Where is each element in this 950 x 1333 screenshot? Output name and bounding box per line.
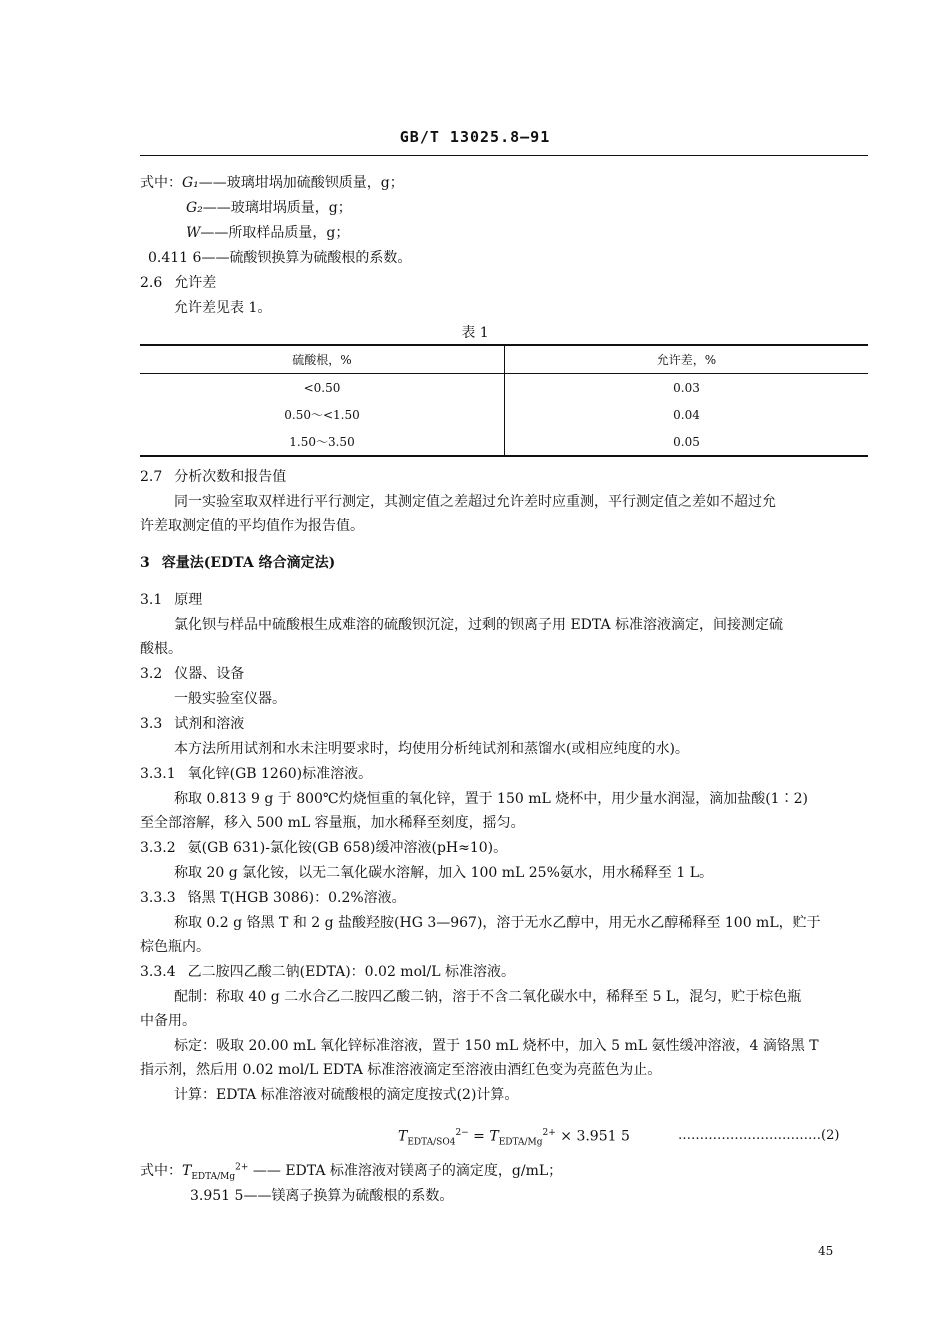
section-3-3-4-heading [140,961,515,981]
def-prefix: 式中： [140,175,182,191]
formula1-def-w [186,222,349,242]
section-3-3-1-heading [140,763,372,783]
paragraph-line: 指示剂，然后用 0.02 mol/L EDTA 标准溶液滴定至溶液由酒红色变为亮蓝色为止。 [140,1062,662,1078]
eq-operator: = [468,1128,490,1145]
section-title: 铬黑 T(HGB 3086)：0.2%溶液。 [187,890,406,906]
eq-rest: × 3.951 5 [555,1128,630,1145]
paragraph-line: 酸根。 [140,641,182,657]
eq-subscript: EDTA/SO [407,1137,450,1148]
def-desc: ——玻璃坩埚加硫酸钡质量，g； [198,175,404,191]
section-number: 3.3 [140,716,163,732]
paragraph-line: 同一实验室取双样进行平行测定，其测定值之差超过允许差时应重测，平行测定值之差如不超过允 [174,494,776,510]
def-symbol: G₁ [182,175,199,191]
table-cell: 0.04 [673,407,700,422]
section-number: 2.7 [140,469,163,485]
section-title: 分析次数和报告值 [174,469,287,485]
paragraph-line: 称取 0.813 9 g 于 800℃灼烧恒重的氧化锌，置于 150 mL 烧杯中，用少量水润湿，滴加盐酸(1∶2) [174,791,808,807]
eq-subscript: EDTA/Mg [498,1137,543,1148]
def-subscript: EDTA/Mg [191,1171,236,1182]
section-2-6-text: 允许差见表 1。 [174,300,272,316]
paragraph-line: 称取 20 g 氯化铵，以无二氧化碳水溶解，加入 100 mL 25%氨水，用水稀释至 1 L。 [174,865,713,881]
equation-2 [398,1128,630,1147]
section-title: 容量法(EDTA 络合滴定法) [161,555,336,571]
section-number: 3.2 [140,666,163,682]
section-3-1-heading [140,589,202,609]
paragraph-line: 本方法所用试剂和水未注明要求时，均使用分析纯试剂和蒸馏水(或相应纯度的水)。 [174,741,689,757]
table-cell: 0.50～<1.50 [140,401,505,428]
table-header-row [140,345,868,374]
section-title: 仪器、设备 [174,666,245,682]
table-row [140,428,868,456]
formula1-def-g2 [186,197,352,217]
table-caption: 表 1 [461,325,489,341]
table-header-cell: 硫酸根，% [140,345,505,374]
formula1-def-coef [148,247,411,267]
section-title: 原理 [174,592,203,608]
section-2-7-heading [140,466,286,486]
section-number: 3.1 [140,592,163,608]
section-2-6-heading [140,272,216,292]
def-superscript: 2+ [235,1162,249,1173]
eq-superscript: 2+ [542,1128,556,1138]
def-symbol: T [182,1163,192,1179]
paragraph-line: 至全部溶解，移入 500 mL 容量瓶，加水稀释至刻度，摇匀。 [140,815,525,831]
paragraph-line: 许差取测定值的平均值作为报告值。 [140,518,364,534]
paragraph-line: 中备用。 [140,1013,196,1029]
section-title: 试剂和溶液 [174,716,245,732]
def-prefix: 式中： [140,1163,182,1179]
section-number: 2.6 [140,275,163,291]
table-cell: 1.50～3.50 [140,428,505,456]
paragraph-line: 棕色瓶内。 [140,939,210,955]
header-rule [140,155,868,156]
section-number: 3.3.3 [140,890,176,906]
page-number: 45 [818,1244,834,1258]
formula1-def-g1 [140,172,404,192]
table-row [140,374,868,402]
equation-number: ……………………………(2) [678,1128,840,1143]
paragraph-line: 标定：吸取 20.00 mL 氧化锌标准溶液，置于 150 mL 烧杯中，加入 5 mL 氨性缓冲溶液，4 滴铬黑 T [174,1038,819,1054]
section-title: 乙二胺四乙酸二钠(EDTA)：0.02 mol/L 标准溶液。 [187,964,515,980]
paragraph-line: 计算：EDTA 标准溶液对硫酸根的滴定度按式(2)计算。 [174,1087,519,1103]
def-desc: ——所取样品质量，g； [200,225,350,241]
eq-symbol: T [489,1128,499,1145]
paragraph-line: 配制：称取 40 g 二水合乙二胺四乙酸二钠，溶于不含二氧化碳水中，稀释至 5 L，混匀，贮于棕色瓶 [174,989,802,1005]
tolerance-table [140,344,868,457]
formula2-def-t [140,1160,562,1182]
section-3-2-heading [140,663,244,683]
section-number: 3 [140,555,150,571]
section-title: 氧化锌(GB 1260)标准溶液。 [187,766,373,782]
table-header-cell: 允许差，% [656,353,717,367]
table-cell: 0.03 [673,380,700,395]
section-3-heading [140,552,335,572]
formula2-def-coef [190,1185,453,1205]
section-number: 3.3.2 [140,840,176,856]
eq-subscript: 4 [449,1137,456,1148]
paragraph-line: 一般实验室仪器。 [174,691,286,707]
section-number: 3.3.4 [140,964,176,980]
table-cell: 0.05 [673,434,700,449]
paragraph-line: 氯化钡与样品中硫酸根生成难溶的硫酸钡沉淀，过剩的钡离子用 EDTA 标准溶液滴定，间接测定硫 [174,617,784,633]
def-desc: ——玻璃坩埚质量，g； [202,200,352,216]
section-3-3-heading [140,713,244,733]
table-cell: <0.50 [140,374,505,402]
def-symbol: G₂ [186,200,203,216]
def-symbol: 3.951 5 [190,1188,244,1204]
paragraph-line: 称取 0.2 g 铬黑 T 和 2 g 盐酸羟胺(HG 3—967)，溶于无水乙醇中，用无水乙醇稀释至 100 mL，贮于 [174,915,821,931]
def-symbol: 0.411 6 [148,250,202,266]
section-number: 3.3.1 [140,766,176,782]
def-desc: ——硫酸钡换算为硫酸根的系数。 [201,250,412,266]
section-title: 允许差 [174,275,217,291]
eq-symbol: T [398,1128,408,1145]
table-row [140,401,868,428]
def-desc: ——镁离子换算为硫酸根的系数。 [243,1188,454,1204]
standard-header: GB/T 13025.8—91 [399,128,551,146]
section-3-3-2-heading [140,837,507,857]
section-title: 氨(GB 631)-氯化铵(GB 658)缓冲溶液(pH≈10)。 [187,840,508,856]
def-desc: —— EDTA 标准溶液对镁离子的滴定度，g/mL； [248,1163,563,1179]
def-symbol: W [186,225,201,241]
section-3-3-3-heading [140,887,406,907]
eq-superscript: 2− [455,1128,469,1138]
